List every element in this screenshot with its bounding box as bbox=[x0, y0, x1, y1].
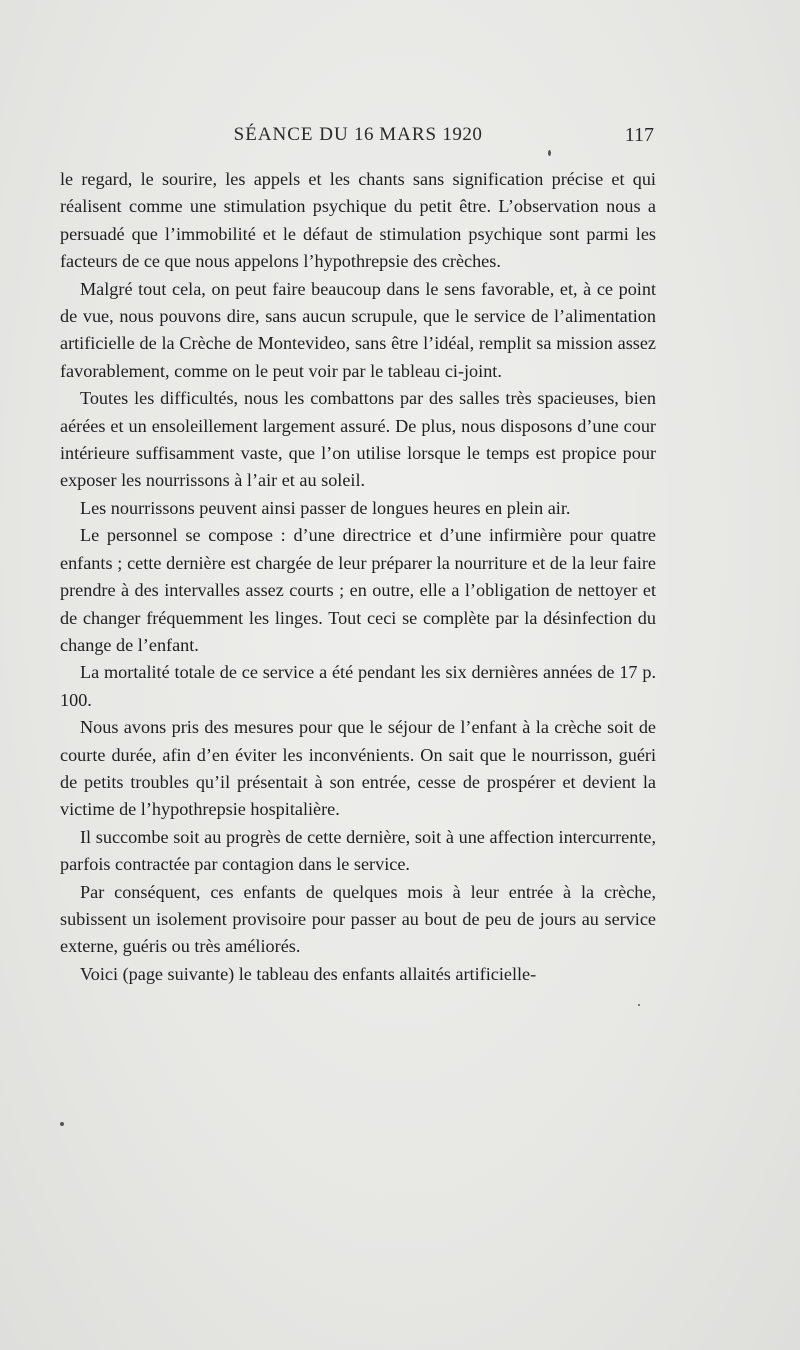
paragraph-5: Le personnel se compose : d’une directrice et d’une infirmière pour quatre enfants ; cette dernière est chargée de leur préparer la nourriture et de la leur faire prendre à des intervalles assez courts ; en outre, elle a l’obligation de nettoyer et de changer fréquemment les linges. Tout ceci se complète par la désinfection du change de l’enfant. bbox=[60, 525, 656, 655]
paragraph-9: Par conséquent, ces enfants de quelques mois à leur entrée à la crèche, subissent un isolement provisoire pour passer au bout de peu de jours au service externe, guéris ou très améliorés. bbox=[60, 881, 656, 957]
page-number: 117 bbox=[624, 124, 654, 146]
print-speck bbox=[548, 150, 551, 156]
header-day: 16 bbox=[353, 124, 374, 145]
header-year: 1920 bbox=[442, 124, 483, 145]
header-month: MARS bbox=[379, 124, 438, 145]
header-title bbox=[60, 124, 656, 146]
paragraph-6: La mortalité totale de ce service a été pendant les six dernières années de 17 p. 100. bbox=[60, 662, 656, 710]
body-text bbox=[60, 166, 656, 988]
print-speck bbox=[60, 1122, 64, 1126]
paragraph-8: Il succombe soit au progrès de cette dernière, soit à une affection intercurrente, parfois contractée par contagion dans le service. bbox=[60, 826, 656, 875]
paragraph-1: le regard, le sourire, les appels et les chants sans signification précise et qui réalisent comme une stimulation psychique du petit être. L’observation nous a persuadé que l’immobilité et le défaut de stimulation psychique sont parmi les facteurs de ce que nous appelons l’hypothrepsie des crèches. bbox=[60, 169, 656, 272]
paragraph-4: Les nourrissons peuvent ainsi passer de longues heures en plein air. bbox=[80, 497, 571, 518]
paragraph-3: Toutes les difficultés, nous les combattons par des salles très spacieuses, bien aérées et un ensoleillement largement assuré. De plus, nous disposons d’une cour intérieure suffisamment vaste, que l’on utilise lorsque le temps est propice pour exposer les nourrissons à l’air et au soleil. bbox=[60, 388, 656, 491]
running-header bbox=[60, 124, 656, 154]
header-session-prefix: SÉANCE DU bbox=[233, 124, 349, 145]
paragraph-7: Nous avons pris des mesures pour que le séjour de l’enfant à la crèche soit de courte durée, afin d’en éviter les inconvénients. On sait que le nourrisson, guéri de petits troubles qu’il présentait à son entrée, cesse de prospérer et devient la victime de l’hypothrepsie hospitalière. bbox=[60, 717, 656, 820]
print-speck bbox=[638, 1004, 640, 1006]
paragraph-10: Voici (page suivante) le tableau des enfants allaités artificielle- bbox=[80, 963, 537, 984]
paragraph-2: Malgré tout cela, on peut faire beaucoup dans le sens favorable, et, à ce point de vue, nous pouvons dire, sans aucun scrupule, que le service de l’alimentation artificielle de la Crèche de Montevideo, sans être l’idéal, remplit sa mission assez favorablement, comme on le peut voir par le tableau ci-joint. bbox=[60, 278, 656, 381]
